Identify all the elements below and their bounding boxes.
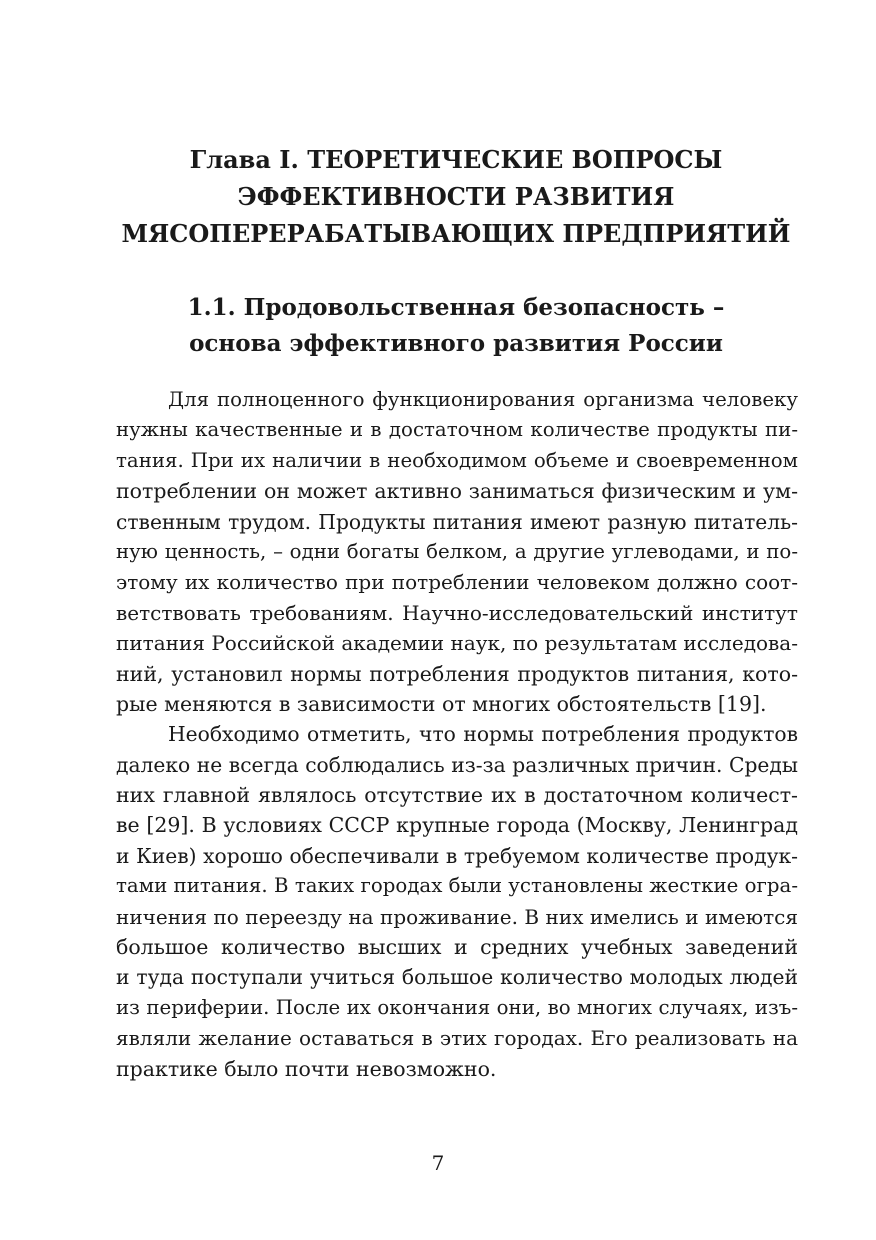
text-line: нужны качественные и в достаточном количестве продукты пи- xyxy=(116,418,798,442)
chapter-title-line: Глава I. ТЕОРЕТИЧЕСКИЕ ВОПРОСЫ xyxy=(189,145,723,174)
text-line: из периферии. После их окончания они, во многих случаях, изъ- xyxy=(116,995,798,1019)
body-text xyxy=(116,385,798,1084)
text-line: них главной являлось отсутствие их в достаточном количест- xyxy=(116,783,798,808)
text-line: ственным трудом. Продукты питания имеют разную питатель- xyxy=(116,509,798,534)
text-line: далеко не всегда соблюдались из-за различных причин. Среды xyxy=(116,752,798,777)
text-line: и туда поступали учиться большое количество молодых людей xyxy=(116,965,798,990)
paragraph-1 xyxy=(116,385,798,719)
text-line: ний, установил нормы потребления продуктов питания, кото- xyxy=(116,661,798,686)
text-line: большое количество высших и средних учебных заведений xyxy=(116,935,798,960)
text-line: тания. При их наличии в необходимом объеме и своевременном xyxy=(116,448,798,472)
text-line: питания Российской академии наук, по результатам исследова- xyxy=(116,631,798,656)
text-line: ную ценность, – одни богаты белком, а другие углеводами, и по- xyxy=(116,539,798,563)
text-line: этому их количество при потреблении человеком должно соот- xyxy=(116,570,798,595)
text-line: ветствовать требованиям. Научно-исследовательский институт xyxy=(116,600,798,625)
chapter-title xyxy=(100,141,812,252)
chapter-title-line: МЯСОПЕРЕРАБАТЫВАЮЩИХ ПРЕДПРИЯТИЙ xyxy=(121,219,791,248)
text-line: практике было почти невозможно. xyxy=(116,1056,497,1081)
chapter-title-line: ЭФФЕКТИВНОСТИ РАЗВИТИЯ xyxy=(237,182,675,211)
text-line: ничения по переезду на проживание. В них имелись и имеются xyxy=(116,904,798,929)
section-title-line: основа эффективного развития России xyxy=(189,330,723,357)
section-title xyxy=(100,290,812,362)
text-line: являли желание оставаться в этих городах. Его реализовать на xyxy=(116,1026,798,1051)
text-line: рые меняются в зависимости от многих обстоятельств [19]. xyxy=(116,691,767,716)
text-line: тами питания. В таких городах были установлены жесткие огра- xyxy=(116,874,798,898)
text-line: ве [29]. В условиях СССР крупные города (Москву, Ленинград xyxy=(116,813,798,838)
text-line: Необходимо отметить, что нормы потребления продуктов xyxy=(168,722,798,747)
text-line: Для полноценного функционирования организма человеку xyxy=(168,388,798,411)
paragraph-2 xyxy=(116,719,798,1084)
page-number: 7 xyxy=(431,1151,445,1175)
text-line: и Киев) хорошо обеспечивали в требуемом количестве продук- xyxy=(116,843,798,868)
section-title-line: 1.1. Продовольственная безопасность – xyxy=(187,294,725,321)
text-line: потреблении он может активно заниматься физическим и ум- xyxy=(116,479,798,504)
